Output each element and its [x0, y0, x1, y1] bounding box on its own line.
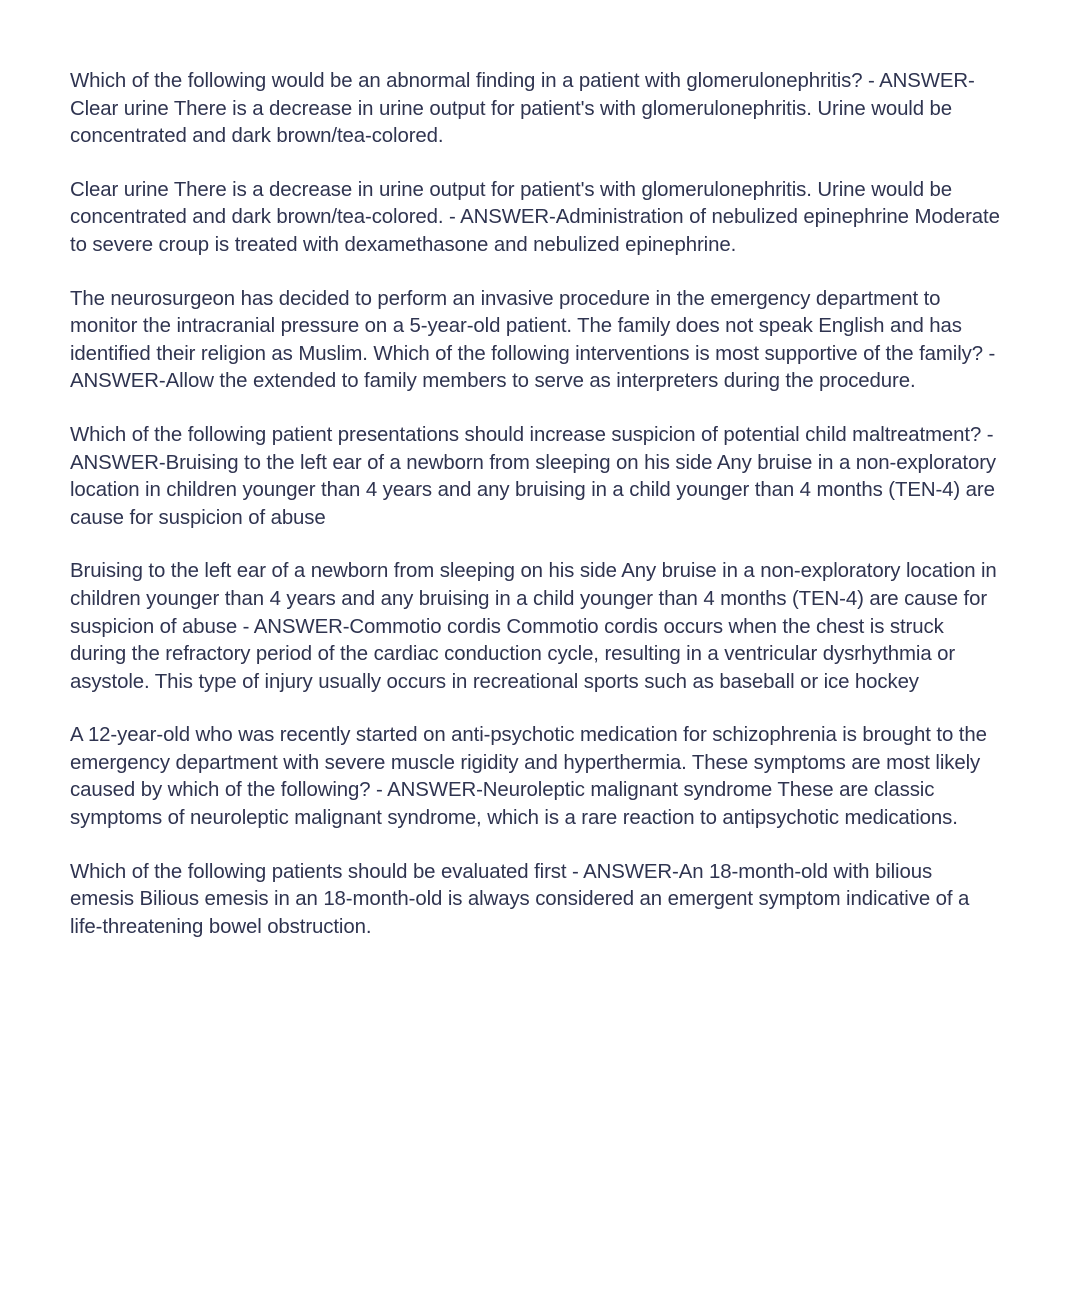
qa-entry-7: Which of the following patients should be evaluated first - ANSWER-An 18-month-old with bilious emesis Bilious emesis in an 18-month-old is always considered an emergent symptom indicative of a life-threatening bowel obstruction. — [70, 860, 970, 938]
document-page — [70, 68, 1000, 967]
qa-entry-1: Which of the following would be an abnormal finding in a patient with glomerulonephritis? - ANSWER-Clear urine There is a decrease in urine output for patient's with glomerulonephritis. Urine would be concentrated and dark brown/tea-colored. — [70, 70, 975, 148]
qa-entry-3: The neurosurgeon has decided to perform an invasive procedure in the emergency department to monitor the intracranial pressure on a 5-year-old patient. The family does not speak English and has identified their religion as Muslim. Which of the following interventions is most supportive of the family? - ANSWER-Allow the extended to family members to serve as interpreters during the procedure. — [70, 287, 996, 393]
qa-entry-5: Bruising to the left ear of a newborn from sleeping on his side Any bruise in a non-exploratory location in children younger than 4 years and any bruising in a child younger than 4 months (TEN-4) are cause for suspicion of abuse - ANSWER-Commotio cordis Commotio cordis occurs when the chest is struck during the refractory period of the cardiac conduction cycle, resulting in a ventricular dysrhythmia or asystole. This type of injury usually occurs in recreational sports such as baseball or ice hockey — [70, 560, 997, 693]
qa-entry-4: Which of the following patient presentations should increase suspicion of potential child maltreatment? - ANSWER-Bruising to the left ear of a newborn from sleeping on his side Any bruise in a non-exploratory location in children younger than 4 years and any bruising in a child younger than 4 months (TEN-4) are cause for suspicion of abuse — [70, 423, 996, 529]
qa-entry-6: A 12-year-old who was recently started on anti-psychotic medication for schizophrenia is brought to the emergency department with severe muscle rigidity and hyperthermia. These symptoms are most likely caused by which of the following? - ANSWER-Neuroleptic malignant syndrome These are classic symptoms of neuroleptic malignant syndrome, which is a rare reaction to antipsychotic medications. — [70, 724, 987, 830]
qa-entry-2: Clear urine There is a decrease in urine output for patient's with glomerulonephritis. Urine would be concentrated and dark brown/tea-colored. - ANSWER-Administration of nebulized epinephrine Moderate to severe croup is treated with dexamethasone and nebulized epinephrine. — [70, 178, 1000, 256]
